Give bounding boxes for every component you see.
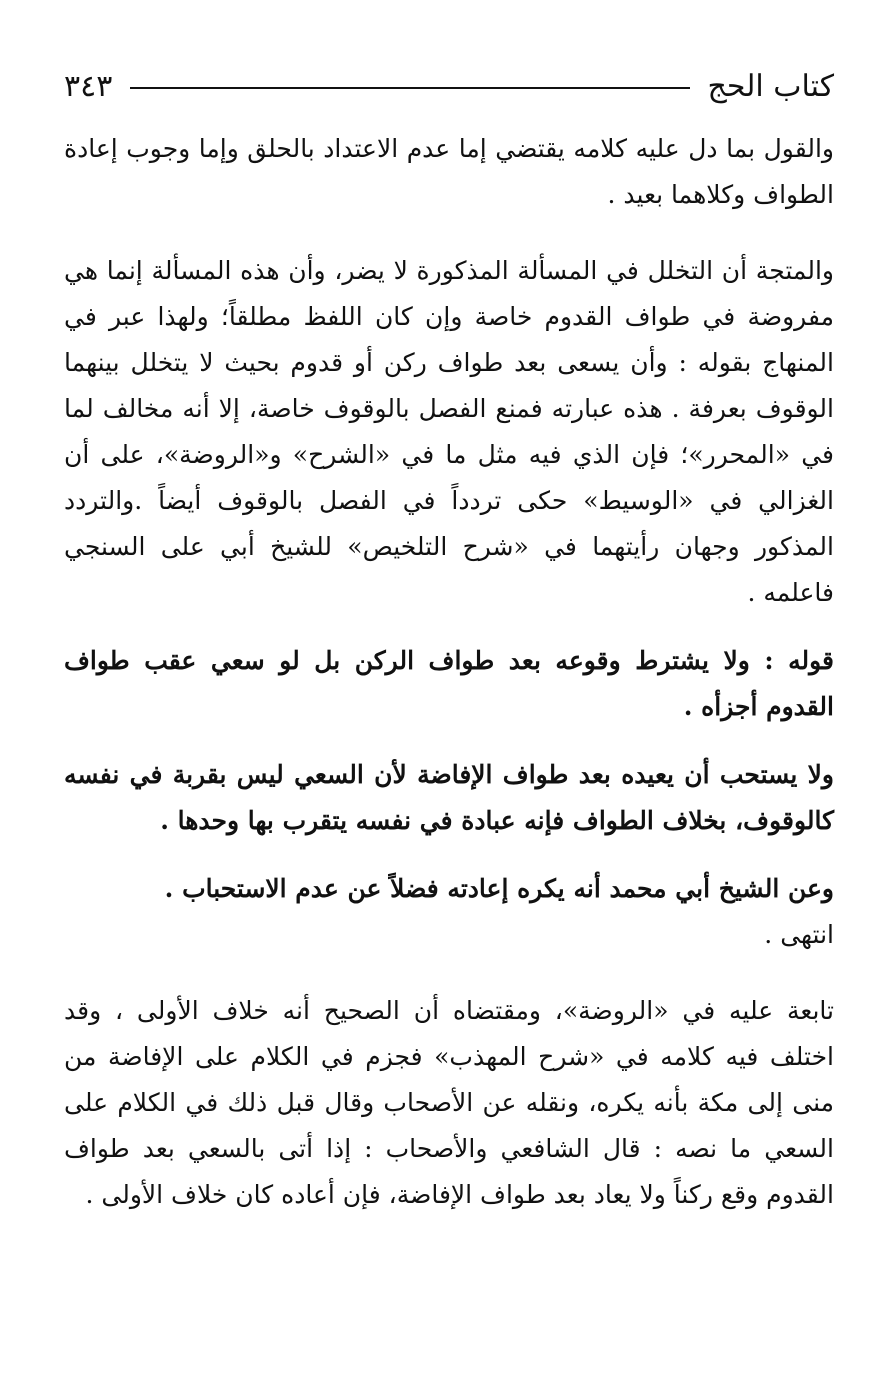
paragraph-quote-end: انتهى . bbox=[764, 920, 834, 949]
page-header bbox=[64, 62, 834, 110]
body-text bbox=[64, 126, 834, 1218]
paragraph-commentary: والمتجة أن التخلل في المسألة المذكورة لا يضر، وأن هذه المسألة إنما هي مفروضة في طواف القدوم خاصة وإن كان اللفظ مطلقاً؛ ولهذا عبر في المنهاج بقوله : وأن يسعى بعد طواف ركن أو قدوم بحيث لا يتخلل بينهما الوقوف بعرفة . هذه عبارته فمنع الفصل بالوقوف خاصة، إلا أنه مخالف لما في «المحرر»؛ فإن الذي فيه مثل ما في «الشرح» و«الروضة»، على أن الغزالي في «الوسيط» حكى تردداً في الفصل بالوقوف أيضاً .والتردد المذكور وجهان رأيتهما في «شرح التلخيص» للشيخ أبي على السنجي فاعلمه . bbox=[64, 256, 834, 607]
running-title: كتاب الحج bbox=[707, 68, 834, 104]
paragraph-quoted-text: ولا يستحب أن يعيده بعد طواف الإفاضة لأن السعي ليس بقربة في نفسه كالوقوف، بخلاف الطواف فإنه عبادة في نفسه يتقرب بها وحدها . bbox=[64, 760, 834, 835]
page-number: ٣٤٣ bbox=[64, 68, 113, 104]
paragraph-quoted-text: قوله : ولا يشترط وقوعه بعد طواف الركن بل لو سعي عقب طواف القدوم أجزأه . bbox=[64, 646, 834, 721]
paragraph-commentary: تابعة عليه في «الروضة»، ومقتضاه أن الصحيح أنه خلاف الأولى ، وقد اختلف فيه كلامه في «شرح المهذب» فجزم في الكلام على الإفاضة من منى إلى مكة بأنه يكره، ونقله عن الأصحاب وقال قبل ذلك في الكلام على السعي ما نصه : قال الشافعي والأصحاب : إذا أتى بالسعي بعد طواف القدوم وقع ركناً ولا يعاد بعد طواف الإفاضة، فإن أعاده كان خلاف الأولى . bbox=[64, 996, 834, 1209]
paragraph-continuation: والقول بما دل عليه كلامه يقتضي إما عدم الاعتداد بالحلق وإما وجوب إعادة الطواف وكلاهما بعيد . bbox=[64, 134, 834, 209]
header-rule bbox=[130, 87, 689, 89]
paragraph-quoted-text: وعن الشيخ أبي محمد أنه يكره إعادته فضلاً عن عدم الاستحباب . bbox=[164, 874, 834, 903]
